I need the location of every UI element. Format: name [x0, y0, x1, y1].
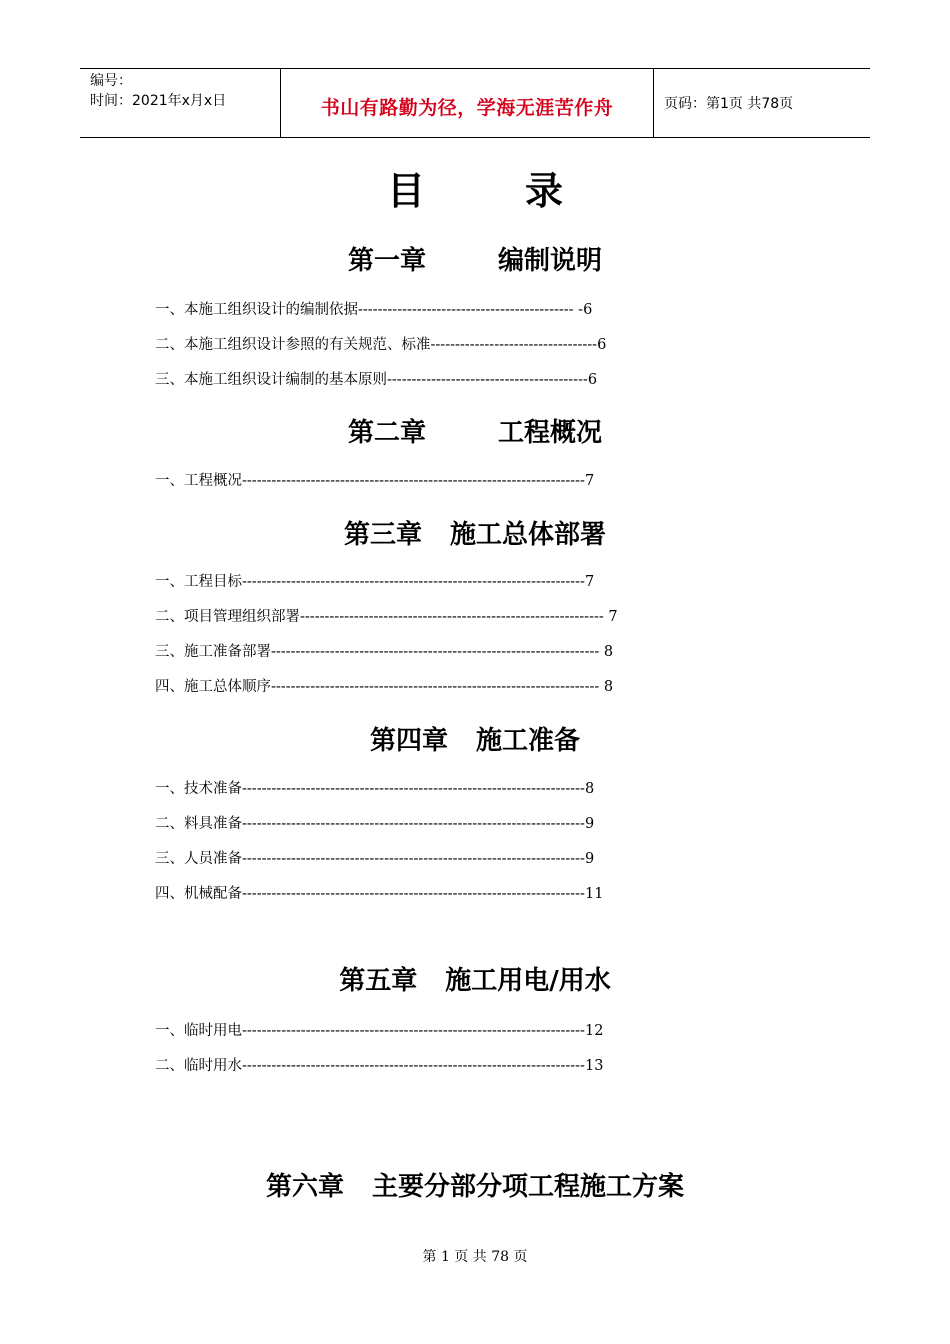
entry-leader: ------------------------------------------------------------------- — [271, 644, 600, 660]
toc-title — [0, 160, 950, 215]
time-label: 时间：2021年x月x日 — [90, 93, 227, 109]
entry-leader: ---------------------------------------------------------------------- — [242, 1058, 585, 1074]
entry-label: 二、项目管理组织部署 — [155, 609, 300, 625]
toc-entry[interactable] — [155, 814, 594, 834]
chapter-name: 施工总体部署 — [450, 520, 607, 550]
entry-leader: ----------------------------------------- — [387, 372, 588, 388]
toc-entry[interactable] — [155, 677, 613, 697]
chapter-heading-5 — [0, 960, 950, 997]
entry-label: 一、技术准备 — [155, 781, 242, 797]
entry-page: 7 — [584, 473, 595, 489]
entry-leader: ---------------------------------------------------------------------- — [242, 851, 585, 867]
entry-leader: ---------------------------------------------------------------------- — [242, 574, 585, 590]
entry-label: 二、临时用水 — [155, 1058, 242, 1074]
entry-page: 6 — [587, 372, 598, 388]
entry-page: 8 — [599, 679, 614, 695]
toc-entry[interactable] — [155, 300, 592, 320]
toc-title-char-2: 录 — [525, 169, 564, 213]
chapter-name: 施工用电/用水 — [445, 966, 611, 996]
chapter-heading-4 — [0, 720, 950, 757]
chapter-heading-1 — [0, 240, 950, 277]
motto: 书山有路勤为径，学海无涯苦作舟 — [320, 96, 614, 119]
entry-page: 6 — [597, 337, 607, 353]
chapter-number: 第二章 — [347, 418, 426, 448]
entry-page: 7 — [603, 609, 618, 625]
page-footer: 第 1 页 共 78 页 — [422, 1249, 528, 1265]
toc-entry[interactable] — [155, 335, 606, 355]
toc-entry[interactable] — [155, 1056, 603, 1076]
toc-entry[interactable] — [155, 471, 594, 491]
entry-page: 11 — [584, 886, 604, 902]
chapter-name: 主要分部分项工程施工方案 — [372, 1172, 685, 1202]
entry-leader: ---------------------------------------------------------------------- — [242, 816, 585, 832]
entry-label: 一、工程目标 — [155, 574, 242, 590]
toc-entry[interactable] — [155, 607, 618, 627]
chapter-number: 第五章 — [339, 966, 418, 996]
chapter-name: 编制说明 — [498, 246, 603, 276]
entry-label: 三、施工准备部署 — [155, 644, 271, 660]
toc-entry[interactable] — [155, 884, 603, 904]
chapter-number: 第三章 — [343, 520, 422, 550]
toc-entry[interactable] — [155, 1021, 603, 1041]
entry-page: 9 — [584, 816, 595, 832]
toc-entry[interactable] — [155, 370, 597, 390]
chapter-number: 第四章 — [369, 726, 448, 756]
entry-leader: ---------------------------------------------------------------------- — [242, 473, 585, 489]
entry-page: 13 — [584, 1058, 604, 1074]
chapter-number: 第一章 — [347, 246, 426, 276]
entry-leader: ---------------------------------- — [430, 337, 598, 353]
entry-leader: ------------------------------------------------------------------- — [271, 679, 600, 695]
header-meta-cell — [80, 69, 281, 137]
header-motto-cell — [281, 69, 654, 137]
chapter-name: 工程概况 — [498, 418, 603, 448]
toc-entry[interactable] — [155, 849, 594, 869]
page-info: 页码：第1页 共78页 — [664, 96, 794, 112]
entry-page: 9 — [584, 851, 595, 867]
chapter-name: 施工准备 — [476, 726, 581, 756]
entry-page: 7 — [584, 574, 595, 590]
entry-label: 二、料具准备 — [155, 816, 242, 832]
entry-leader: -------------------------------------------- — [358, 302, 574, 318]
entry-leader: ---------------------------------------------------------------------- — [242, 781, 585, 797]
entry-page: 8 — [584, 781, 595, 797]
entry-label: 一、临时用电 — [155, 1023, 242, 1039]
entry-label: 一、本施工组织设计的编制依据 — [155, 302, 358, 318]
entry-leader: ---------------------------------------------------------------------- — [242, 886, 585, 902]
entry-label: 四、机械配备 — [155, 886, 242, 902]
chapter-heading-6 — [0, 1166, 950, 1203]
chapter-number: 第六章 — [265, 1172, 344, 1202]
toc-entry[interactable] — [155, 642, 613, 662]
entry-label: 二、本施工组织设计参照的有关规范、标准 — [155, 337, 431, 353]
toc-title-char-1: 目 — [386, 169, 425, 213]
entry-label: 一、工程概况 — [155, 473, 242, 489]
entry-label: 四、施工总体顺序 — [155, 679, 271, 695]
entry-label: 三、人员准备 — [155, 851, 242, 867]
entry-page: -6 — [573, 302, 593, 318]
toc-entry[interactable] — [155, 572, 594, 592]
number-label: 编号： — [90, 73, 132, 89]
toc-entry[interactable] — [155, 779, 594, 799]
header-table — [80, 68, 870, 138]
chapter-heading-3 — [0, 514, 950, 551]
entry-page: 8 — [599, 644, 614, 660]
entry-label: 三、本施工组织设计编制的基本原则 — [155, 372, 387, 388]
header-page-cell — [654, 69, 870, 137]
entry-leader: ---------------------------------------------------------------------- — [242, 1023, 585, 1039]
entry-page: 12 — [584, 1023, 604, 1039]
chapter-heading-2 — [0, 412, 950, 449]
entry-leader: -------------------------------------------------------------- — [300, 609, 604, 625]
